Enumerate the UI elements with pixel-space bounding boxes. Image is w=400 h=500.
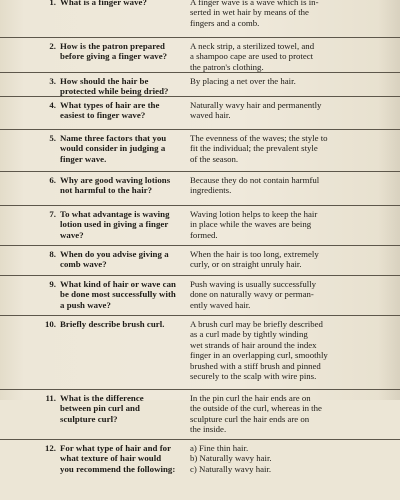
question-text: Name three factors that you would consider in judging a finger wave. <box>60 133 167 164</box>
answer-text <box>190 209 342 240</box>
question-number: 11. <box>45 393 56 403</box>
answer-text <box>190 279 342 310</box>
question-number: 1. <box>49 0 56 7</box>
answer-line: In the pin curl the hair ends are on <box>190 393 311 403</box>
answer-line: fingers and a comb. <box>190 17 260 28</box>
answer-line: the patron's clothing. <box>190 61 264 72</box>
answer-line: wet strands of hair around the index <box>190 339 317 350</box>
answer-line: ingredients. <box>190 185 232 196</box>
question-text: What types of hair are the easiest to finger wave? <box>60 100 160 121</box>
question-text: To what advantage is waving lotion used in giving a finger wave? <box>60 209 170 240</box>
question-number: 3. <box>49 76 56 86</box>
answer-line: the inside. <box>190 424 227 435</box>
answer-line: sculpture curl the hair ends are on <box>190 413 310 424</box>
question-text: How should the hair be protected while being dried? <box>60 76 169 97</box>
question-number: 9. <box>49 279 56 289</box>
answer-line: securely to the scalp with wire pins. <box>190 371 317 382</box>
answer-line: c) Naturally wavy hair. <box>190 463 272 474</box>
qa-row <box>0 73 400 97</box>
answer-line: ently waved hair. <box>190 299 251 310</box>
question-text: What kind of hair or wave can be done most successfully with a push wave? <box>60 279 176 310</box>
question-number: 6. <box>49 175 56 185</box>
qa-row <box>0 390 400 440</box>
qa-row <box>0 38 400 73</box>
question-number: 4. <box>49 100 56 110</box>
question-number: 12. <box>45 443 56 453</box>
question-text: What is a finger wave? <box>60 0 147 7</box>
answer-line: the outside of the curl, whereas in the <box>190 403 322 414</box>
question-number: 5. <box>49 133 56 143</box>
answer-line: fit the individual; the prevalent style <box>190 143 318 154</box>
qa-row <box>0 172 400 206</box>
question-text: Briefly describe brush curl. <box>60 319 165 329</box>
answer-line: Naturally wavy hair and permanently <box>190 100 322 110</box>
qa-row <box>0 246 400 276</box>
answer-text <box>190 249 342 270</box>
answer-line: Waving lotion helps to keep the hair <box>190 209 318 219</box>
question-number: 8. <box>49 249 56 259</box>
qa-row <box>0 97 400 130</box>
question-text: How is the patron prepared before giving a finger wave? <box>60 41 168 62</box>
answer-text <box>190 0 342 28</box>
answer-text <box>190 443 342 474</box>
answer-line: Because they do not contain harmful <box>190 175 320 185</box>
answer-line: A finger wave is a wave which is in- <box>190 0 319 7</box>
answer-line: serted in wet hair by means of the <box>190 7 309 18</box>
answer-text <box>190 76 342 86</box>
question-number: 10. <box>45 319 56 329</box>
answer-line: of the season. <box>190 153 239 164</box>
answer-line: formed. <box>190 229 218 240</box>
qa-row <box>0 276 400 316</box>
question-text: What is the difference between pin curl and sculpture curl? <box>60 393 144 424</box>
answer-text <box>190 393 342 435</box>
question-number: 2. <box>49 41 56 51</box>
answer-line: curly, or on straight unruly hair. <box>190 259 302 270</box>
qa-row <box>0 130 400 172</box>
answer-text <box>190 175 342 196</box>
qa-row <box>0 206 400 246</box>
answer-text <box>190 100 342 121</box>
answer-line: in place while the waves are being <box>190 219 312 230</box>
answer-text <box>190 133 342 164</box>
answer-line: Push waving is usually successfully <box>190 279 317 289</box>
answer-text <box>190 41 342 72</box>
answer-line: done on naturally wavy or perman- <box>190 289 314 300</box>
answer-line: b) Naturally wavy hair. <box>190 453 272 464</box>
answer-line: a) Fine thin hair. <box>190 443 249 453</box>
answer-line: By placing a net over the hair. <box>190 76 296 86</box>
answer-line: The evenness of the waves; the style to <box>190 133 328 143</box>
qa-row <box>0 0 400 38</box>
answer-line: finger in an overlapping curl, smoothly <box>190 350 328 361</box>
answer-line: When the hair is too long, extremely <box>190 249 319 259</box>
qa-row <box>0 316 400 390</box>
question-text: Why are good waving lotions not harmful to the hair? <box>60 175 171 196</box>
answer-line: A brush curl may be briefly described <box>190 319 323 329</box>
qa-row <box>0 440 400 500</box>
answer-text <box>190 319 342 381</box>
question-text: When do you advise giving a comb wave? <box>60 249 169 270</box>
answer-line: brushed with a stiff brush and pinned <box>190 360 321 371</box>
answer-line: a shampoo cape are used to protect <box>190 51 314 62</box>
question-text: For what type of hair and for what texture of hair would you recommend the following: <box>60 443 176 474</box>
question-number: 7. <box>49 209 56 219</box>
answer-line: as a curl made by tightly winding <box>190 329 308 340</box>
answer-line: A neck strip, a sterilized towel, and <box>190 41 315 51</box>
answer-line: waved hair. <box>190 110 231 121</box>
